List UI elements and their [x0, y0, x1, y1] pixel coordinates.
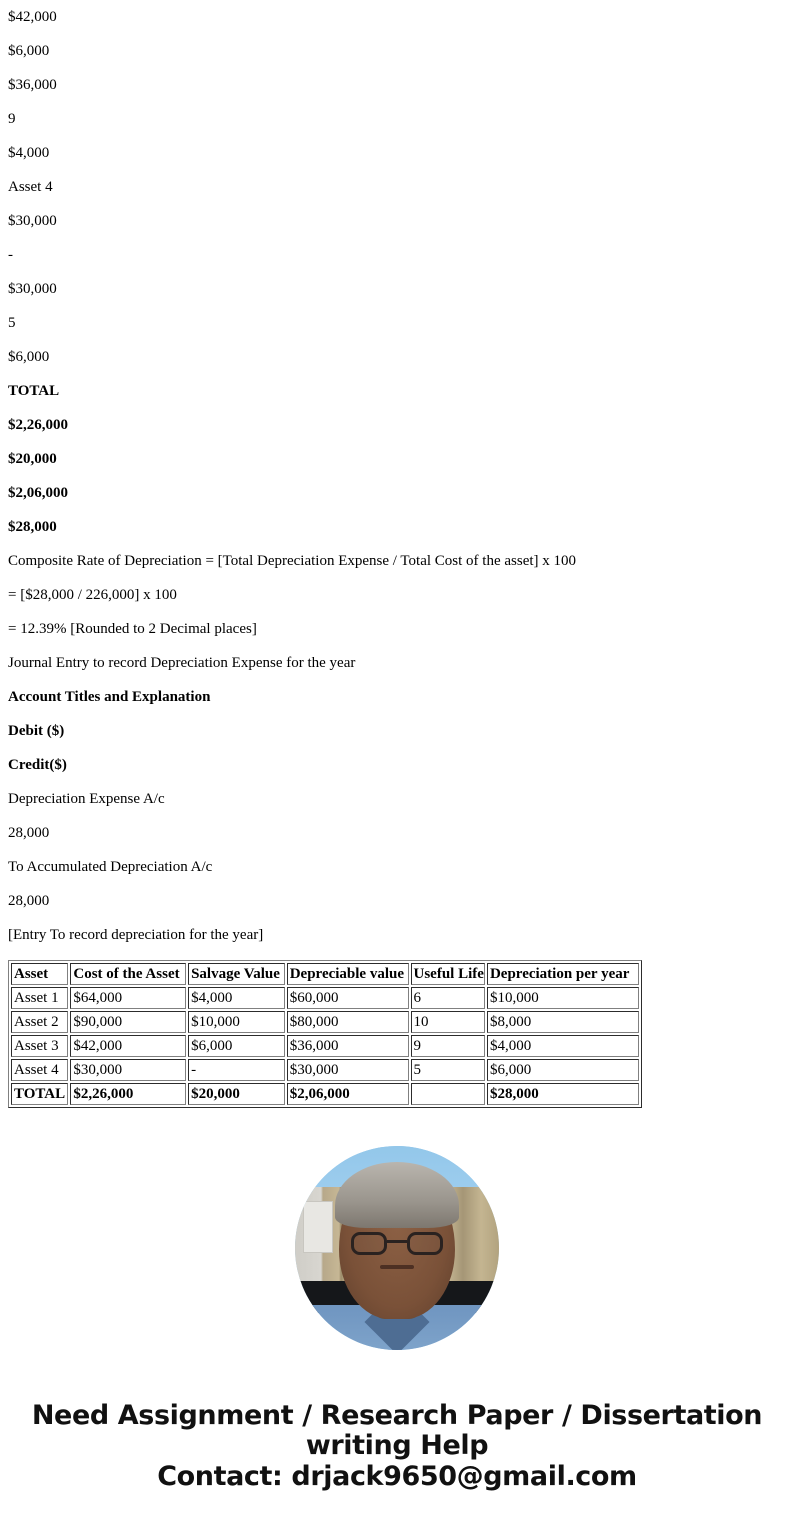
- document-line: $42,000: [8, 9, 57, 25]
- table-row: [11, 987, 639, 1009]
- table-cell: $4,000: [188, 987, 285, 1009]
- table-column-header: Cost of the Asset: [70, 963, 186, 985]
- promo-contact: Contact: drjack9650@gmail.com: [157, 1461, 637, 1492]
- table-column-header: Depreciable value: [287, 963, 409, 985]
- table-cell: 6: [411, 987, 485, 1009]
- table-total-row: [11, 1083, 639, 1105]
- table-cell: 9: [411, 1035, 485, 1057]
- table-total-cell: $20,000: [188, 1083, 285, 1105]
- table-cell: $4,000: [487, 1035, 639, 1057]
- avatar-mouth: [380, 1265, 414, 1269]
- table-cell: $42,000: [70, 1035, 186, 1057]
- document-line: $30,000: [8, 213, 57, 229]
- document-line: Credit($): [8, 757, 67, 773]
- table-cell: Asset 3: [11, 1035, 68, 1057]
- table-cell: $90,000: [70, 1011, 186, 1033]
- table-total-cell: [411, 1083, 485, 1105]
- table-cell: $6,000: [487, 1059, 639, 1081]
- table-total-cell: TOTAL: [11, 1083, 68, 1105]
- table-column-header: Depreciation per year: [487, 963, 639, 985]
- table-cell: Asset 1: [11, 987, 68, 1009]
- document-line: TOTAL: [8, 383, 60, 399]
- table-cell: $36,000: [287, 1035, 409, 1057]
- table-cell: $60,000: [287, 987, 409, 1009]
- document-line: Journal Entry to record Depreciation Expense for the year: [8, 655, 356, 671]
- document-line: = 12.39% [Rounded to 2 Decimal places]: [8, 621, 257, 637]
- document-line: $6,000: [8, 349, 50, 365]
- avatar-glasses: [351, 1232, 443, 1256]
- depreciation-table: [8, 960, 642, 1108]
- avatar: [295, 1146, 499, 1350]
- table-cell: $30,000: [70, 1059, 186, 1081]
- document-line: [Entry To record depreciation for the year]: [8, 927, 264, 943]
- table-column-header: Useful Life: [411, 963, 485, 985]
- table-cell: $64,000: [70, 987, 186, 1009]
- document-line: Depreciation Expense A/c: [8, 791, 165, 807]
- table-cell: 5: [411, 1059, 485, 1081]
- depreciation-table-wrapper: [0, 960, 794, 1108]
- document-line: Debit ($): [8, 723, 65, 739]
- document-line: 28,000: [8, 825, 50, 841]
- document-line: Account Titles and Explanation: [8, 689, 211, 705]
- table-cell: 10: [411, 1011, 485, 1033]
- document-line: Asset 4: [8, 179, 53, 195]
- avatar-section: [0, 1146, 794, 1355]
- document-line: $36,000: [8, 77, 57, 93]
- document-line: To Accumulated Depreciation A/c: [8, 859, 213, 875]
- avatar-lens-left: [351, 1232, 387, 1255]
- table-column-header: Salvage Value: [188, 963, 285, 985]
- table-cell: $6,000: [188, 1035, 285, 1057]
- table-body: [11, 987, 639, 1105]
- avatar-lens-right: [407, 1232, 443, 1255]
- table-cell: Asset 4: [11, 1059, 68, 1081]
- table-total-cell: $28,000: [487, 1083, 639, 1105]
- document-line: $30,000: [8, 281, 57, 297]
- promo-headline-line2: writing Help: [305, 1430, 489, 1461]
- table-cell: $80,000: [287, 1011, 409, 1033]
- document-line: $4,000: [8, 145, 50, 161]
- document-line: 5: [8, 315, 16, 331]
- document-line: 28,000: [8, 893, 50, 909]
- table-cell: Asset 2: [11, 1011, 68, 1033]
- document-line: $28,000: [8, 519, 57, 535]
- table-row: [11, 1035, 639, 1057]
- document-line: -: [8, 247, 13, 263]
- document-line: $20,000: [8, 451, 57, 467]
- table-header-row: [11, 963, 639, 985]
- document-line: = [$28,000 / 226,000] x 100: [8, 587, 177, 603]
- flow-text-block: [8, 8, 786, 945]
- promo-headline-line1: Need Assignment / Research Paper / Dissertation: [31, 1400, 763, 1431]
- table-cell: -: [188, 1059, 285, 1081]
- table-total-cell: $2,06,000: [287, 1083, 409, 1105]
- table-cell: $10,000: [188, 1011, 285, 1033]
- avatar-glasses-bridge: [387, 1240, 407, 1243]
- document-line: $2,26,000: [8, 417, 68, 433]
- table-cell: $30,000: [287, 1059, 409, 1081]
- table-row: [11, 1011, 639, 1033]
- table-column-header: Asset: [11, 963, 68, 985]
- document-line: Composite Rate of Depreciation = [Total Depreciation Expense / Total Cost of the asset] x 100: [8, 553, 577, 569]
- table-cell: $10,000: [487, 987, 639, 1009]
- table-row: [11, 1059, 639, 1081]
- document-line: $2,06,000: [8, 485, 68, 501]
- table-cell: $8,000: [487, 1011, 639, 1033]
- promo-footer: [0, 1401, 794, 1492]
- document-line: $6,000: [8, 43, 50, 59]
- table-total-cell: $2,26,000: [70, 1083, 186, 1105]
- document-line: 9: [8, 111, 16, 127]
